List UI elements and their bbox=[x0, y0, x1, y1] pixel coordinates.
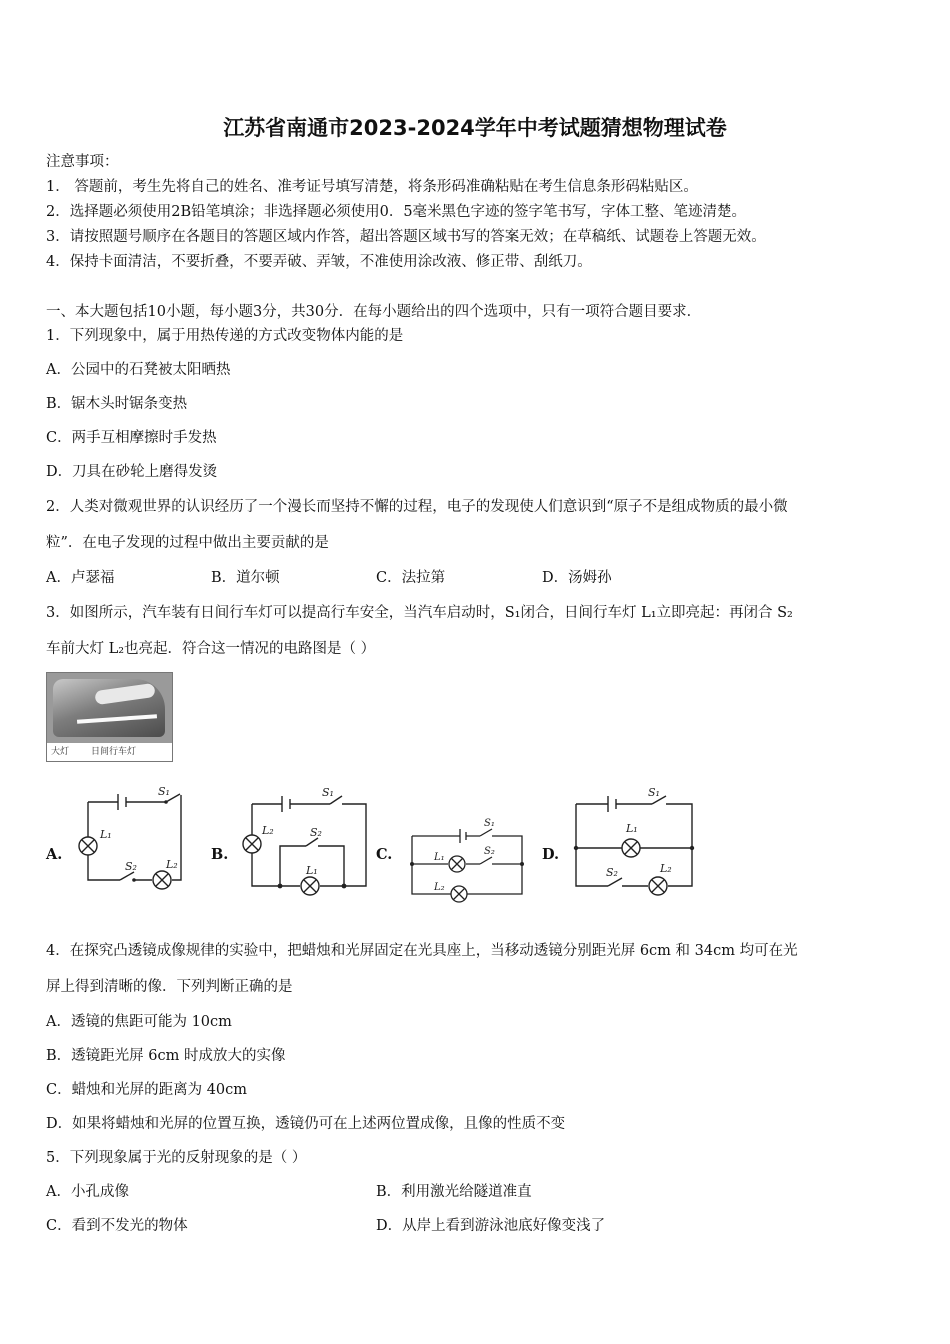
car-headlight-photo bbox=[46, 672, 173, 762]
q3-option-c: C. bbox=[376, 846, 393, 863]
q5-option-b: B．利用激光给隧道准直 bbox=[376, 1184, 532, 1200]
page-title: 江苏省南通市2023-2024学年中考试题猜想物理试卷 bbox=[223, 116, 727, 140]
circuit-diagram-d bbox=[568, 782, 700, 904]
q5-stem: 5．下列现象属于光的反射现象的是（ ） bbox=[46, 1150, 307, 1166]
q1-option-b: B．锯木头时锯条变热 bbox=[46, 396, 188, 412]
q2-stem-line1: 2．人类对微观世界的认识经历了一个漫长而坚持不懈的过程，电子的发现使人们意识到“原子不是组成物质的最小微 bbox=[46, 499, 788, 515]
q4-option-a: A．透镜的焦距可能为 10cm bbox=[46, 1014, 232, 1030]
notice-heading: 注意事项： bbox=[46, 154, 119, 170]
q5-option-c: C．看到不发光的物体 bbox=[46, 1218, 188, 1234]
label-s2: S₂ bbox=[310, 826, 322, 839]
q4-stem-line2: 屏上得到清晰的像．下列判断正确的是 bbox=[46, 979, 293, 995]
photo-caption-right: 日间行车灯 bbox=[91, 747, 137, 757]
label-l2: L₂ bbox=[434, 882, 445, 893]
label-l1: L₁ bbox=[100, 828, 112, 841]
q4-option-d: D．如果将蜡烛和光屏的位置互换，透镜仍可在上述两位置成像，且像的性质不变 bbox=[46, 1116, 566, 1132]
circuit-diagram-c bbox=[404, 808, 530, 904]
q5-option-a: A．小孔成像 bbox=[46, 1184, 129, 1200]
circuit-diagram-b bbox=[236, 782, 376, 904]
q2-option-a: A．卢瑟福 bbox=[46, 570, 115, 586]
q4-option-b: B．透镜距光屏 6cm 时成放大的实像 bbox=[46, 1048, 286, 1064]
label-l2: L₂ bbox=[166, 858, 178, 871]
q1-stem: 1．下列现象中，属于用热传递的方式改变物体内能的是 bbox=[46, 328, 404, 344]
label-s1: S₁ bbox=[484, 818, 495, 829]
notice-item: 4．保持卡面清洁，不要折叠，不要弄破、弄皱，不准使用涂改液、修正带、刮纸刀。 bbox=[46, 254, 592, 270]
q3-stem-line1: 3．如图所示，汽车装有日间行车灯可以提高行车安全，当汽车启动时，S₁闭合，日间行车灯 L₁立即亮起：再闭合 S₂ bbox=[46, 605, 793, 621]
label-l1: L₁ bbox=[626, 822, 638, 835]
section-heading: 一、本大题包括10小题，每小题3分，共30分．在每小题给出的四个选项中，只有一项符合题目要求． bbox=[46, 304, 702, 320]
q1-option-a: A．公园中的石凳被太阳晒热 bbox=[46, 362, 231, 378]
notice-item: 2．选择题必须使用2B铅笔填涂；非选择题必须使用0．5毫米黑色字迹的签字笔书写，字体工整、笔迹清楚。 bbox=[46, 204, 747, 220]
notice-item: 1． 答题前，考生先将自己的姓名、准考证号填写清楚，将条形码准确粘贴在考生信息条形码粘贴区。 bbox=[46, 179, 698, 195]
q3-option-d: D. bbox=[542, 846, 560, 863]
label-s2: S₂ bbox=[484, 846, 495, 857]
q2-option-b: B．道尔顿 bbox=[211, 570, 280, 586]
q3-stem-line2: 车前大灯 L₂也亮起．符合这一情况的电路图是（ ） bbox=[46, 641, 376, 657]
photo-caption-left: 大灯 bbox=[51, 747, 70, 757]
label-l2: L₂ bbox=[660, 862, 672, 875]
circuit-diagram-a bbox=[70, 782, 206, 904]
label-l2: L₂ bbox=[262, 824, 274, 837]
label-l1: L₁ bbox=[306, 864, 318, 877]
label-s2: S₂ bbox=[125, 860, 137, 873]
q2-option-d: D．汤姆孙 bbox=[542, 570, 612, 586]
q3-option-a: A. bbox=[46, 846, 63, 863]
label-s1: S₁ bbox=[322, 786, 334, 799]
q4-option-c: C．蜡烛和光屏的距离为 40cm bbox=[46, 1082, 248, 1098]
label-l1: L₁ bbox=[434, 852, 445, 863]
label-s2: S₂ bbox=[606, 866, 618, 879]
label-s1: S₁ bbox=[158, 785, 170, 798]
q2-stem-line2: 粒”．在电子发现的过程中做出主要贡献的是 bbox=[46, 535, 329, 551]
q2-option-c: C．法拉第 bbox=[376, 570, 446, 586]
notice-item: 3．请按照题号顺序在各题目的答题区域内作答，超出答题区域书写的答案无效；在草稿纸、试题卷上答题无效。 bbox=[46, 229, 766, 245]
q5-option-d: D．从岸上看到游泳池底好像变浅了 bbox=[376, 1218, 606, 1234]
q1-option-c: C．两手互相摩擦时手发热 bbox=[46, 430, 217, 446]
label-s1: S₁ bbox=[648, 786, 660, 799]
q3-option-b: B. bbox=[211, 846, 229, 863]
photo-caption bbox=[47, 743, 172, 761]
q4-stem-line1: 4．在探究凸透镜成像规律的实验中，把蜡烛和光屏固定在光具座上，当移动透镜分别距光屏 6cm 和 34cm 均可在光 bbox=[46, 943, 798, 959]
q1-option-d: D．刀具在砂轮上磨得发烫 bbox=[46, 464, 218, 480]
